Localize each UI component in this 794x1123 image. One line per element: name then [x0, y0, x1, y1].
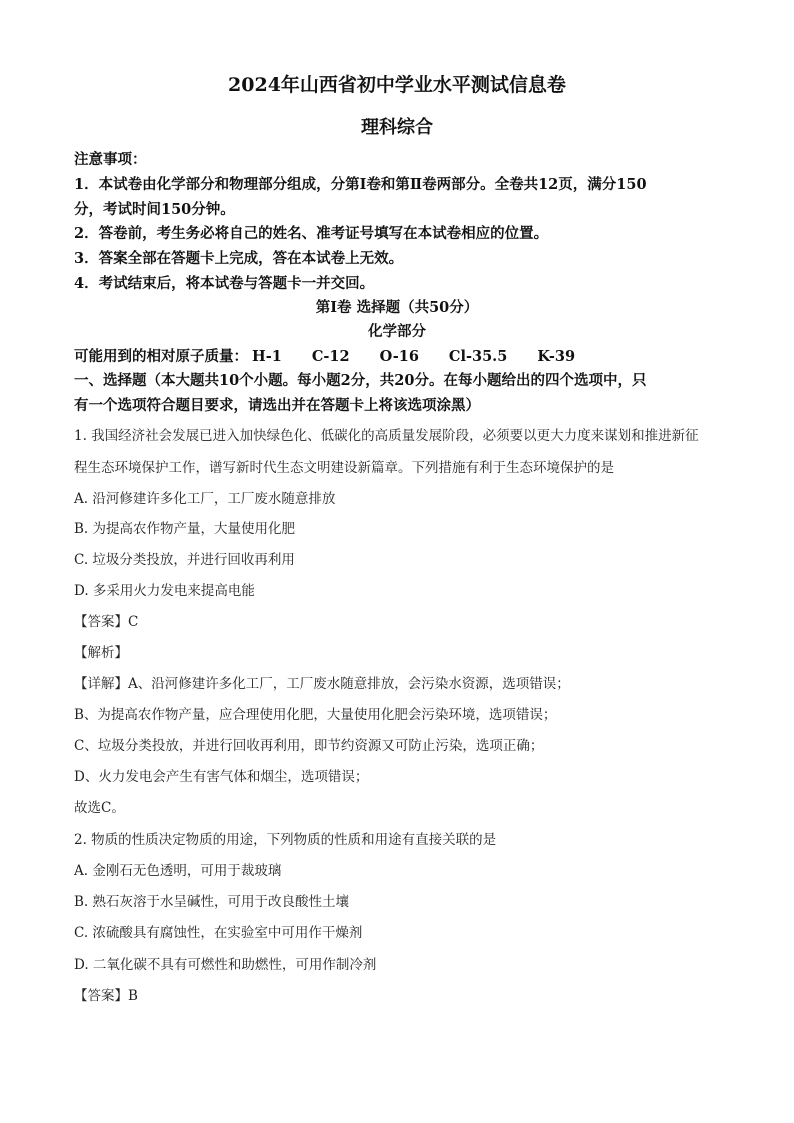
atomic-mass-c: C-12 — [311, 348, 350, 365]
q2-option-c: C. 浓硫酸具有腐蚀性，在实验室中可用作干燥剂 — [74, 925, 363, 941]
choice-instruction-cont: 有一个选项符合题目要求，请选出并在答题卡上将该选项涂黑） — [74, 397, 480, 414]
q1-answer: 【答案】C — [74, 614, 139, 630]
q1-stem: 1. 我国经济社会发展已进入加快绿色化、低碳化的高质量发展阶段，必须要以更大力度来谋划和推进新征 — [74, 428, 699, 444]
part-heading: 化学部分 — [368, 323, 426, 340]
q1-stem-cont: 程生态环境保护工作，谱写新时代生态文明建设新篇章。下列措施有利于生态环境保护的是 — [74, 460, 614, 476]
q1-analysis: 【解析】 — [74, 645, 128, 661]
notice-item-1-cont: 分，考试时间150分钟。 — [74, 201, 235, 218]
atomic-mass-h: H-1 — [252, 348, 282, 365]
notice-item-1: 1．本试卷由化学部分和物理部分组成，分第Ⅰ卷和第Ⅱ卷两部分。全卷共12页，满分150 — [74, 176, 647, 193]
exam-title: 2024年山西省初中学业水平测试信息卷 — [228, 74, 566, 96]
section-heading: 第Ⅰ卷 选择题（共50分） — [315, 299, 479, 316]
q2-option-a: A. 金刚石无色透明，可用于裁玻璃 — [74, 863, 282, 879]
q1-conclusion: 故选C。 — [74, 800, 125, 816]
notice-item-4: 4．考试结束后，将本试卷与答题卡一并交回。 — [74, 275, 375, 292]
q1-option-b: B. 为提高农作物产量，大量使用化肥 — [74, 521, 296, 537]
atomic-masses — [74, 345, 575, 366]
notice-item-3: 3．答案全部在答题卡上完成，答在本试卷上无效。 — [74, 250, 404, 267]
notice-heading: 注意事项： — [74, 151, 147, 168]
q1-detail-a: 【详解】A、沿河修建许多化工厂，工厂废水随意排放，会污染水资源，选项错误； — [74, 676, 570, 692]
q2-option-b: B. 熟石灰溶于水呈碱性，可用于改良酸性土壤 — [74, 894, 350, 910]
q1-option-c: C. 垃圾分类投放，并进行回收再利用 — [74, 552, 295, 568]
atomic-mass-cl: Cl-35.5 — [448, 348, 508, 365]
q1-detail-b: B、为提高农作物产量，应合理使用化肥，大量使用化肥会污染环境，选项错误； — [74, 707, 557, 723]
atomic-mass-k: K-39 — [537, 348, 576, 365]
q2-option-d: D. 二氧化碳不具有可燃性和助燃性，可用作制冷剂 — [74, 957, 377, 973]
q2-answer: 【答案】B — [74, 988, 138, 1004]
q1-option-d: D. 多采用火力发电来提高电能 — [74, 583, 255, 599]
q2-stem: 2. 物质的性质决定物质的用途，下列物质的性质和用途有直接关联的是 — [74, 832, 497, 848]
q1-detail-d: D、火力发电会产生有害气体和烟尘，选项错误； — [74, 769, 369, 785]
atomic-mass-o: O-16 — [379, 348, 419, 365]
atomic-masses-label: 可能用到的相对原子质量： — [74, 348, 248, 365]
notice-item-2: 2．答卷前，考生务必将自己的姓名、准考证号填写在本试卷相应的位置。 — [74, 225, 549, 242]
exam-subtitle: 理科综合 — [361, 117, 433, 138]
q1-detail-c: C、垃圾分类投放，并进行回收再利用，即节约资源又可防止污染，选项正确； — [74, 738, 544, 754]
choice-instruction: 一、选择题（本大题共10个小题。每小题2分，共20分。在每小题给出的四个选项中，只 — [74, 372, 647, 389]
q1-option-a: A. 沿河修建许多化工厂，工厂废水随意排放 — [74, 491, 336, 507]
